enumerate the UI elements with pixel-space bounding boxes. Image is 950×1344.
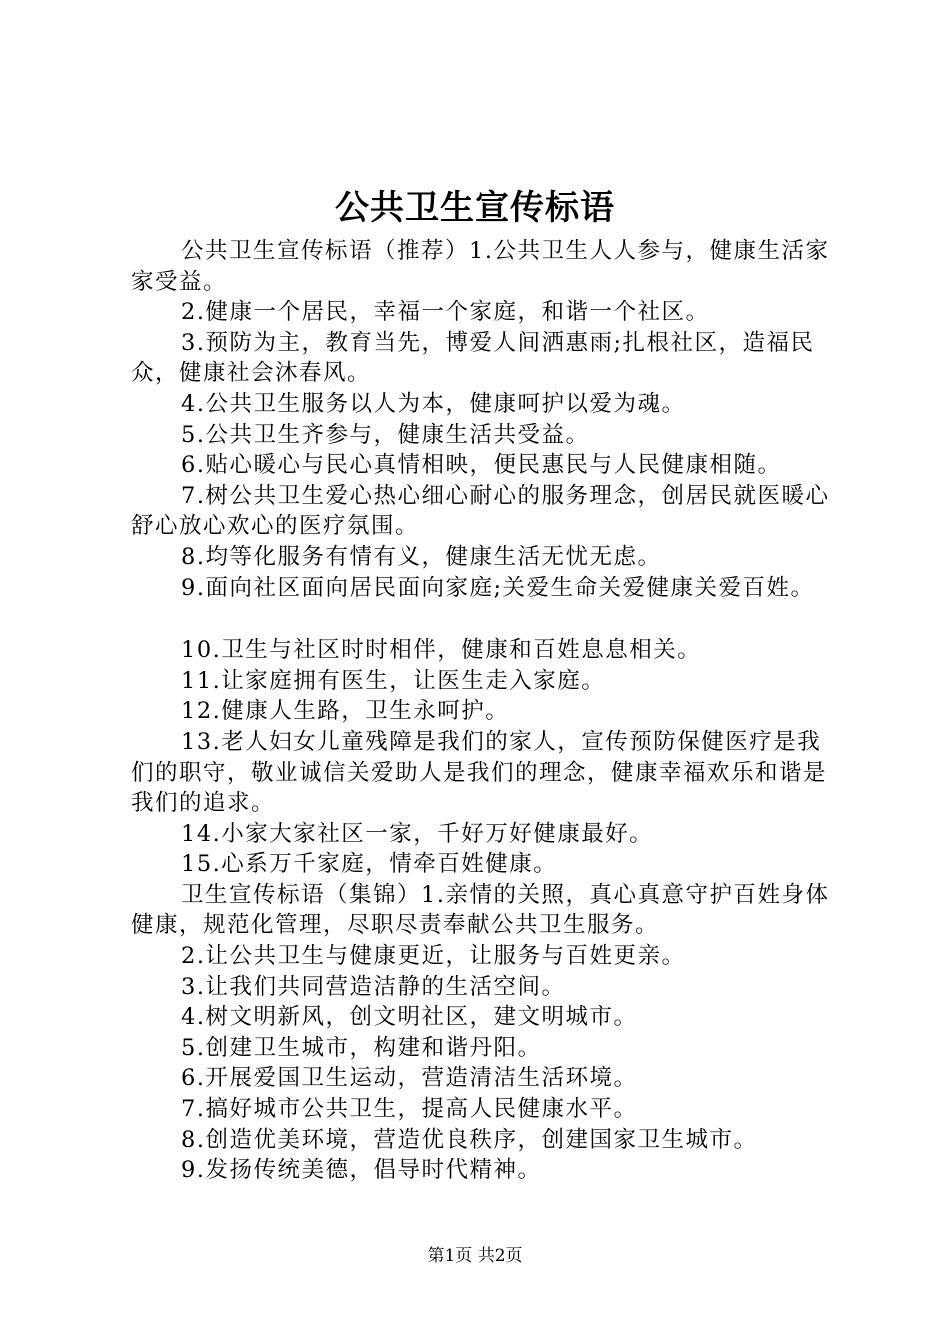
paragraph: 卫生宣传标语（集锦）1.亲情的关照，真心真意守护百姓身体健康，规范化管理，尽职尽责奉献公共卫生服务。 (131, 881, 830, 939)
paragraph: 4.树文明新风，创文明社区，建文明城市。 (181, 1004, 638, 1031)
paragraph: 9.面向社区面向居民面向家庭;关爱生命关爱健康关爱百姓。 (181, 574, 815, 601)
paragraph: 7.搞好城市公共卫生，提高人民健康水平。 (181, 1096, 638, 1123)
paragraph: 公共卫生宣传标语（推荐）1.公共卫生人人参与，健康生活家家受益。 (131, 238, 830, 295)
paragraph: 6.开展爱国卫生运动，营造清洁生活环境。 (181, 1065, 638, 1092)
paragraph: 14.小家大家社区一家，千好万好健康最好。 (181, 820, 654, 847)
paragraph: 5.创建卫生城市，构建和谐丹阳。 (181, 1034, 542, 1061)
paragraph: 2.健康一个居民，幸福一个家庭，和谐一个社区。 (181, 299, 710, 326)
document-title: 公共卫生宣传标语 (335, 188, 615, 228)
paragraph: 10.卫生与社区时时相伴，健康和百姓息息相关。 (181, 637, 702, 664)
page-number-footer: 第1页 共2页 (427, 1246, 523, 1266)
paragraph: 15.心系万千家庭，情牵百姓健康。 (181, 851, 558, 878)
paragraph: 5.公共卫生齐参与，健康生活共受益。 (181, 421, 590, 448)
paragraph: 13.老人妇女儿童残障是我们的家人，宣传预防保健医疗是我们的职守，敬业诚信关爱助人是我们的理念，健康幸福欢乐和谐是我们的追求。 (131, 728, 828, 817)
paragraph: 3.预防为主，教育当先，博爱人间洒惠雨;扎根社区，造福民众，健康社会沐春风。 (131, 329, 815, 387)
paragraph: 8.均等化服务有情有义，健康生活无忧无虑。 (181, 543, 662, 570)
document-body (131, 236, 845, 1186)
paragraph: 8.创造优美环境，营造优良秩序，创建国家卫生城市。 (181, 1126, 758, 1153)
paragraph: 4.公共卫生服务以人为本，健康呵护以爱为魂。 (181, 390, 686, 417)
paragraph: 7.树公共卫生爱心热心细心耐心的服务理念，创居民就医暖心舒心放心欢心的医疗氛围。 (131, 482, 830, 540)
paragraph: 2.让公共卫生与健康更近，让服务与百姓更亲。 (181, 943, 686, 970)
paragraph: 12.健康人生路，卫生永呵护。 (181, 698, 510, 725)
paragraph: 6.贴心暖心与民心真情相映，便民惠民与人民健康相随。 (181, 452, 782, 479)
paragraph-gap (131, 603, 845, 635)
paragraph: 11.让家庭拥有医生，让医生走入家庭。 (181, 667, 606, 694)
paragraph: 3.让我们共同营造洁静的生活空间。 (181, 973, 566, 1000)
paragraph: 9.发扬传统美德，倡导时代精神。 (181, 1157, 542, 1184)
